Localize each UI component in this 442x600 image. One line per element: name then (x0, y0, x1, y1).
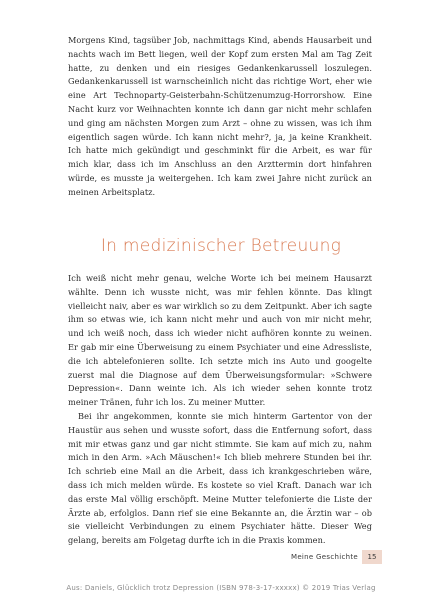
page-number: 15 (362, 550, 382, 564)
running-head: Meine Geschichte (290, 553, 358, 561)
bottom-text-block (68, 272, 372, 548)
page-footer (0, 553, 442, 565)
paragraph-1: Morgens Kind, tagsüber Job, nachmittags Kind, abends Hausarbeit und nachts wach im Bett liegen, weil der Kopf zum ersten Mal am Tag Zeit hatte, zu denken und ein riesiges Gedankenkarussell loszulegen. Gedankenkarussell ist warnscheinlich nicht das richtige Wort, eher wie eine Art Technoparty-Geisterbahn-Schützenumzug-Horrorshow. Eine Nacht kurz vor Weihnachten konnte ich dann gar nicht mehr schlafen und ging am nächsten Morgen zum Arzt – ohne zu wissen, was ich ihm eigentlich sagen würde. Ich kann nicht mehr?, ja, ja keine Krankheit. Ich hatte mich gekündigt und geschminkt für die Arbeit, es war für mich klar, dass ich im Anschluss an den Arzttermin dort hinfahren würde, es musste ja weitergehen. Ich kam zwei Jahre nicht zurück an meinen Arbeitsplatz. (68, 35, 372, 197)
copyright-line: Aus: Daniels, Glücklich trotz Depression (ISBN 978-3-17-xxxxx) © 2019 Trias Verlag (66, 584, 376, 592)
paragraph-2: Ich weiß nicht mehr genau, welche Worte ich bei meinem Hausarzt wählte. Denn ich wusste nicht, was mir fehlen könnte. Das klingt vielleicht naiv, aber es war wirklich so zu dem Zeitpunkt. Aber ich sagte ihm so etwas wie, ich kann nicht mehr und auch von mir nicht mehr, und ich weiß noch, dass ich wieder nicht aufhören konnte zu weinen. Er gab mir eine Überweisung zu einem Psychiater und eine Adressliste, die ich abtelefonieren sollte. Ich setzte mich ins Auto und googelte zuerst mal die Diagnose auf dem Überweisungsformular: »Schwere Depression«. Dann weinte ich. Als ich wieder sehen konnte trotz meiner Tränen, fuhr ich los. Zu meiner Mutter. (68, 273, 372, 408)
section-heading: In medizinischer Betreuung (100, 236, 342, 256)
paragraph-3: Bei ihr angekommen, konnte sie mich hinterm Gartentor von der Haustür aus sehen und wusste sofort, dass die Entfernung sofort, dass mit mir etwas ganz und gar nicht stimmte. Sie kam auf mich zu, nahm mich in den Arm. »Ach Mäuschen!« Ich blieb mehrere Stunden bei ihr. Ich schrieb eine Mail an die Arbeit, dass ich krankgeschrieben wäre, dass ich mich melden würde. Es kostete so viel Kraft. Danach war ich das erste Mal völlig erschöpft. Meine Mutter telefonierte die Liste der Ärzte ab, erfolglos. Dann rief sie eine Bekannte an, die Ärztin war – ob sie vielleicht Verbindungen zu einem Psychiater hätte. Dieser Weg gelang, bereits am Folgetag durfte ich in die Praxis kommen. (68, 410, 372, 546)
top-text-block (68, 34, 372, 200)
